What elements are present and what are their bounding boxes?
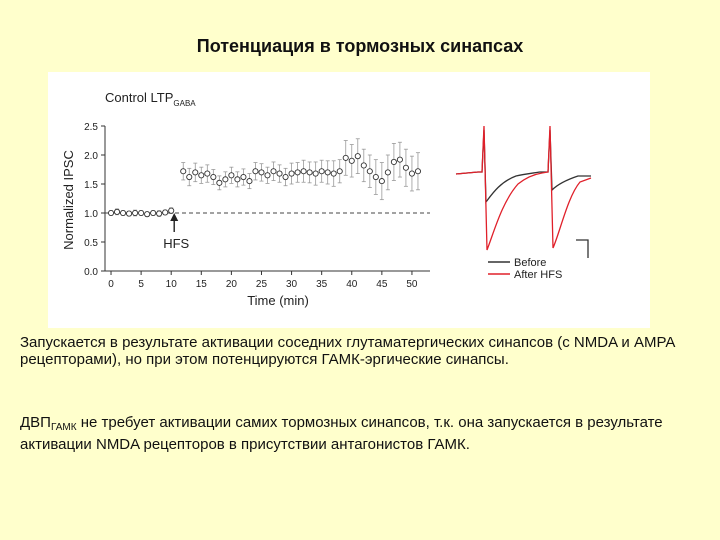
- x-tick-label: 45: [376, 279, 388, 290]
- hfs-arrow-icon: [170, 213, 178, 232]
- data-point: [313, 171, 318, 176]
- y-tick-label: 2.5: [84, 122, 98, 133]
- paragraph-2-term: ДВП: [20, 414, 51, 431]
- x-axis-label: Time (min): [247, 293, 309, 308]
- y-tick-label: 2.0: [84, 151, 98, 162]
- data-point: [217, 180, 222, 185]
- data-point: [235, 177, 240, 182]
- data-point: [126, 211, 131, 216]
- data-point: [223, 177, 228, 182]
- slide-title: Потенциация в тормозных синапсах: [196, 36, 524, 56]
- x-tick-label: 10: [165, 279, 177, 290]
- x-tick-label: 30: [286, 279, 298, 290]
- y-ticks: [84, 122, 105, 278]
- paragraph-2-subscript: ГАМК: [50, 422, 77, 433]
- data-point: [271, 169, 276, 174]
- x-ticks: [108, 271, 418, 290]
- plot-title-main: Control LTP: [105, 90, 174, 105]
- x-tick-label: 50: [406, 279, 418, 290]
- data-point: [265, 173, 270, 178]
- data-point: [120, 210, 125, 215]
- data-point: [283, 174, 288, 179]
- data-point: [163, 210, 168, 215]
- data-point: [259, 170, 264, 175]
- data-point: [307, 170, 312, 175]
- trace-after-hfs: [456, 126, 591, 250]
- paragraph-2-text: не требует активации самих тормозных синапсов, т.к. она запускается в результате активации NMDA рецепторов в присутствии антагонистов ГАМК.: [20, 414, 663, 453]
- x-tick-label: 40: [346, 279, 358, 290]
- x-tick-label: 15: [195, 279, 207, 290]
- data-point: [139, 210, 144, 215]
- data-point: [331, 171, 336, 176]
- data-point: [325, 170, 330, 175]
- y-axis-label: Normalized IPSC: [61, 150, 76, 250]
- figure-svg: [48, 72, 650, 328]
- x-tick-label: 35: [316, 279, 328, 290]
- y-tick-label: 0.0: [84, 267, 98, 278]
- y-tick-label: 1.5: [84, 180, 98, 191]
- data-point: [211, 174, 216, 179]
- plot-title: [105, 90, 196, 108]
- data-point: [108, 210, 113, 215]
- hfs-label: HFS: [163, 236, 190, 251]
- x-tick-label: 0: [108, 279, 114, 290]
- x-tick-label: 25: [255, 279, 268, 290]
- hfs-arrow-head: [170, 213, 178, 221]
- paragraph-2: [20, 414, 700, 453]
- data-point: [187, 174, 192, 179]
- data-point: [301, 169, 306, 174]
- trace-before: [456, 130, 591, 202]
- data-point: [145, 212, 150, 217]
- data-point: [391, 159, 396, 164]
- data-point: [199, 173, 204, 178]
- data-point: [151, 210, 156, 215]
- data-point: [385, 170, 390, 175]
- data-point: [277, 171, 282, 176]
- data-point: [373, 174, 378, 179]
- data-point: [409, 171, 414, 176]
- data-point: [367, 169, 372, 174]
- data-point: [397, 157, 402, 162]
- x-tick-label: 5: [138, 279, 144, 290]
- data-point: [415, 169, 420, 174]
- data-point: [403, 165, 408, 170]
- data-point: [132, 210, 137, 215]
- data-point: [337, 169, 342, 174]
- data-point: [295, 170, 300, 175]
- plot-title-sub: GABA: [173, 99, 196, 108]
- data-point: [247, 179, 252, 184]
- data-point: [289, 171, 294, 176]
- data-point: [349, 158, 354, 163]
- data-point: [241, 174, 246, 179]
- data-points: [108, 139, 420, 217]
- data-point: [157, 211, 162, 216]
- legend-label-before: Before: [514, 257, 547, 269]
- data-point: [253, 169, 258, 174]
- scale-bar: [576, 240, 588, 258]
- data-point: [169, 208, 174, 213]
- ipsc-plot: [61, 90, 430, 308]
- figure-panel: [48, 72, 650, 328]
- x-tick-label: 20: [225, 279, 237, 290]
- data-point: [379, 179, 384, 184]
- y-tick-label: 1.0: [84, 209, 98, 220]
- data-point: [193, 170, 198, 175]
- data-point: [205, 171, 210, 176]
- data-point: [355, 154, 360, 159]
- y-tick-label: 0.5: [84, 238, 98, 249]
- data-point: [343, 155, 348, 160]
- paragraph-1: Запускается в результате активации соседних глутаматергических синапсов (с NMDA и AMPA рецепторами), но при этом потенцируются ГАМК-эргические синапсы.: [20, 334, 675, 368]
- data-point: [181, 169, 186, 174]
- data-point: [114, 209, 119, 214]
- ipsc-traces: [456, 126, 591, 281]
- data-point: [361, 163, 366, 168]
- data-point: [319, 169, 324, 174]
- data-point: [229, 173, 234, 178]
- legend-label-after-hfs: After HFS: [514, 269, 563, 281]
